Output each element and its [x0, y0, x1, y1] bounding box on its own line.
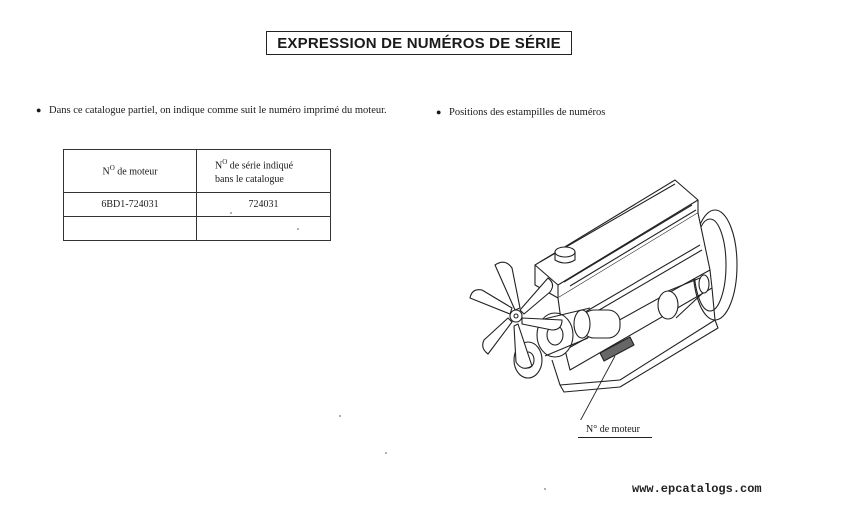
page-title: EXPRESSION DE NUMÉROS DE SÉRIE — [277, 34, 561, 52]
header-catalogue-serial: $N^O$ de série indiqué bans le catalogue — [197, 150, 331, 193]
scan-speck — [230, 212, 232, 214]
label-underline — [578, 437, 652, 438]
page-title-box — [266, 31, 572, 55]
engine-number-label: N° de moteur — [586, 424, 640, 435]
serial-number-cell: 724031 — [197, 193, 331, 217]
watermark-text: www.epcatalogs.com — [632, 482, 762, 496]
bullet-stamp-positions-text: Positions des estampilles de numéros — [449, 107, 606, 118]
table-row — [64, 193, 331, 217]
bullet-stamp-positions — [436, 105, 686, 120]
bullet-engine-number-note — [36, 103, 411, 118]
bullet-dot: ● — [36, 105, 42, 115]
table-header-row — [64, 150, 331, 193]
scan-speck — [339, 415, 341, 417]
table-row — [64, 217, 331, 241]
engine-illustration — [460, 170, 750, 420]
engine-number-cell — [64, 217, 197, 241]
engine-number-cell: 6BD1-724031 — [64, 193, 197, 217]
scan-speck — [544, 488, 546, 490]
bullet-dot: ● — [436, 107, 442, 117]
serial-number-cell — [197, 217, 331, 241]
scan-speck — [385, 452, 387, 454]
header-engine-number: $N^O$ de moteur — [64, 150, 197, 193]
serial-number-table — [63, 149, 331, 241]
bullet-engine-number-text: Dans ce catalogue partiel, on indique comme suit le numéro imprimé du moteur. — [49, 105, 387, 116]
scan-speck — [297, 228, 299, 230]
